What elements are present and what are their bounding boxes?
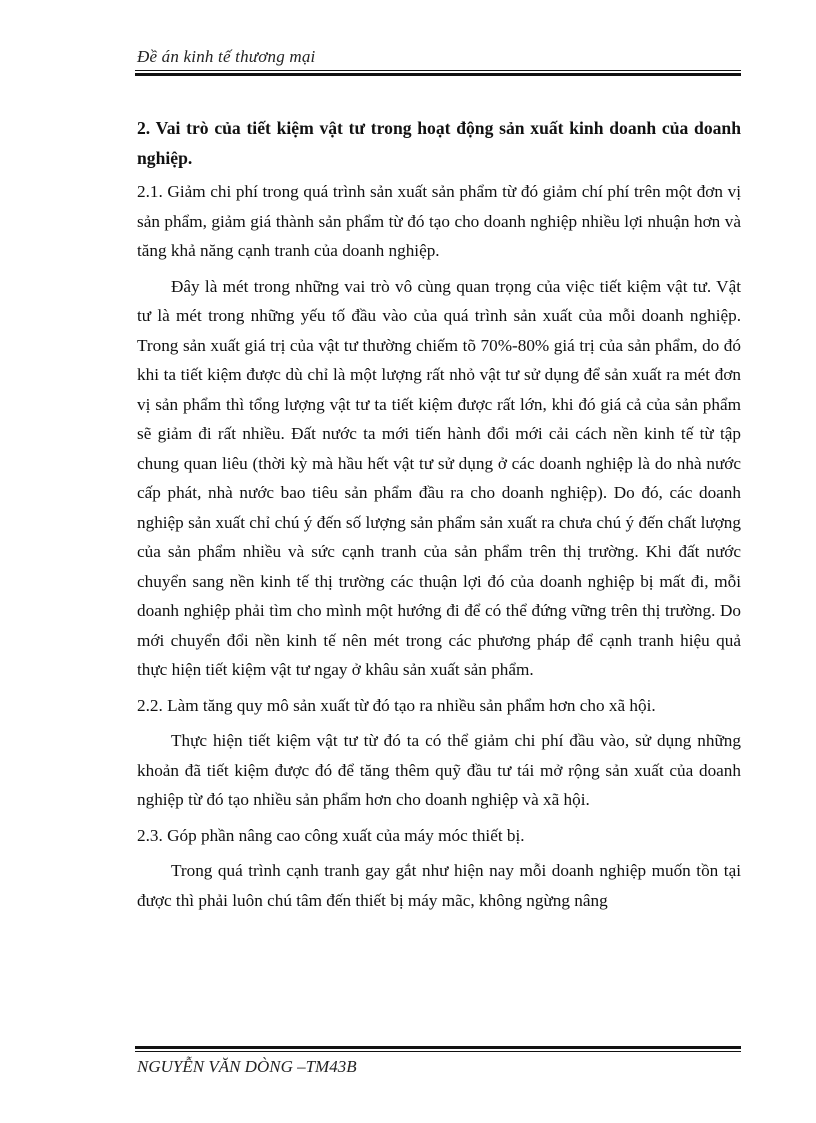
header-rule-thick (135, 73, 741, 76)
header-rule-thin (135, 70, 741, 71)
subsection-2-2: 2.2. Làm tăng quy mô sản xuất từ đó tạo ra nhiều sản phẩm hơn cho xã hội. (137, 695, 656, 715)
footer-rule-thin (135, 1051, 741, 1052)
header-title: Đề án kinh tế thương mại (137, 47, 316, 66)
paragraph-2-2: Thực hiện tiết kiệm vật tư từ đó ta có thể giảm chi phí đầu vào, sử dụng những khoản đã tiết kiệm được đó để tăng thêm quỹ đầu tư tái mở rộng sản xuất của doanh nghiệp từ đó tạo nhiều sản phẩm hơn cho doanh nghiệp và xã hội. (137, 731, 741, 809)
footer-rule-thick (135, 1046, 741, 1049)
section-heading: 2. Vai trò của tiết kiệm vật tư trong hoạt động sản xuất kinh doanh của doanh nghiệp. (137, 118, 741, 168)
paragraph-2-3: Trong quá trình cạnh tranh gay gắt như hiện nay mỗi doanh nghiệp muốn tồn tại được thì phải luôn chú tâm đến thiết bị máy mãc, không ngừng nâng (137, 861, 741, 910)
document-body (137, 114, 741, 915)
paragraph-2-1: Đây là mét trong những vai trò vô cùng quan trọng của việc tiết kiệm vật tư. Vật tư là mét trong những yếu tố đầu vào của quá trình sản xuất của mỗi doanh nghiệp. Trong sản xuất giá trị của vật tư thường chiếm tõ 70%-80% giá trị của sản phẩm, do đó khi ta tiết kiệm được dù chỉ là một lượng rất nhỏ vật tư sử dụng để sản xuất ra mét đơn vị sản phẩm thì tổng lượng vật tư ta tiết kiệm được rất lớn, khi đó giá cả của sản phẩm sẽ giảm đi rất nhiều. Đất nước ta mới tiến hành đổi mới cải cách nền kinh tế từ tập chung quan liêu (thời kỳ mà hầu hết vật tư sử dụng ở các doanh nghiệp là do nhà nước cấp phát, nhà nước bao tiêu sản phẩm đầu ra cho doanh nghiệp). Do đó, các doanh nghiệp sản xuất chỉ chú ý đến số lượng sản phẩm sản xuất ra chưa chú ý đến chất lượng của sản phẩm nhiều và sức cạnh tranh của sản phẩm trên thị trường. Khi đất nước chuyển sang nền kinh tế thị trường các thuận lợi đó của doanh nghiệp bị mất đi, mỗi doanh nghiệp phải tìm cho mình một hướng đi để có thể đứng vững trên thị trường. Do mới chuyển đổi nền kinh tế nên mét trong các phương pháp để cạnh tranh hiệu quả thực hiện tiết kiệm vật tư ngay ở khâu sản xuất sản phẩm. (137, 276, 741, 679)
subsection-2-3: 2.3. Góp phần nâng cao công xuất của máy móc thiết bị. (137, 825, 525, 845)
subsection-2-1: 2.1. Giảm chi phí trong quá trình sản xuất sản phẩm từ đó giảm chí phí trên một đơn vị sản phẩm, giảm giá thành sản phẩm từ đó tạo cho doanh nghiệp nhiều lợi nhuận hơn và tăng khả năng cạnh tranh của doanh nghiệp. (137, 182, 741, 260)
footer-author: NGUYỄN VĂN DÒNG –TM43B (137, 1057, 357, 1076)
